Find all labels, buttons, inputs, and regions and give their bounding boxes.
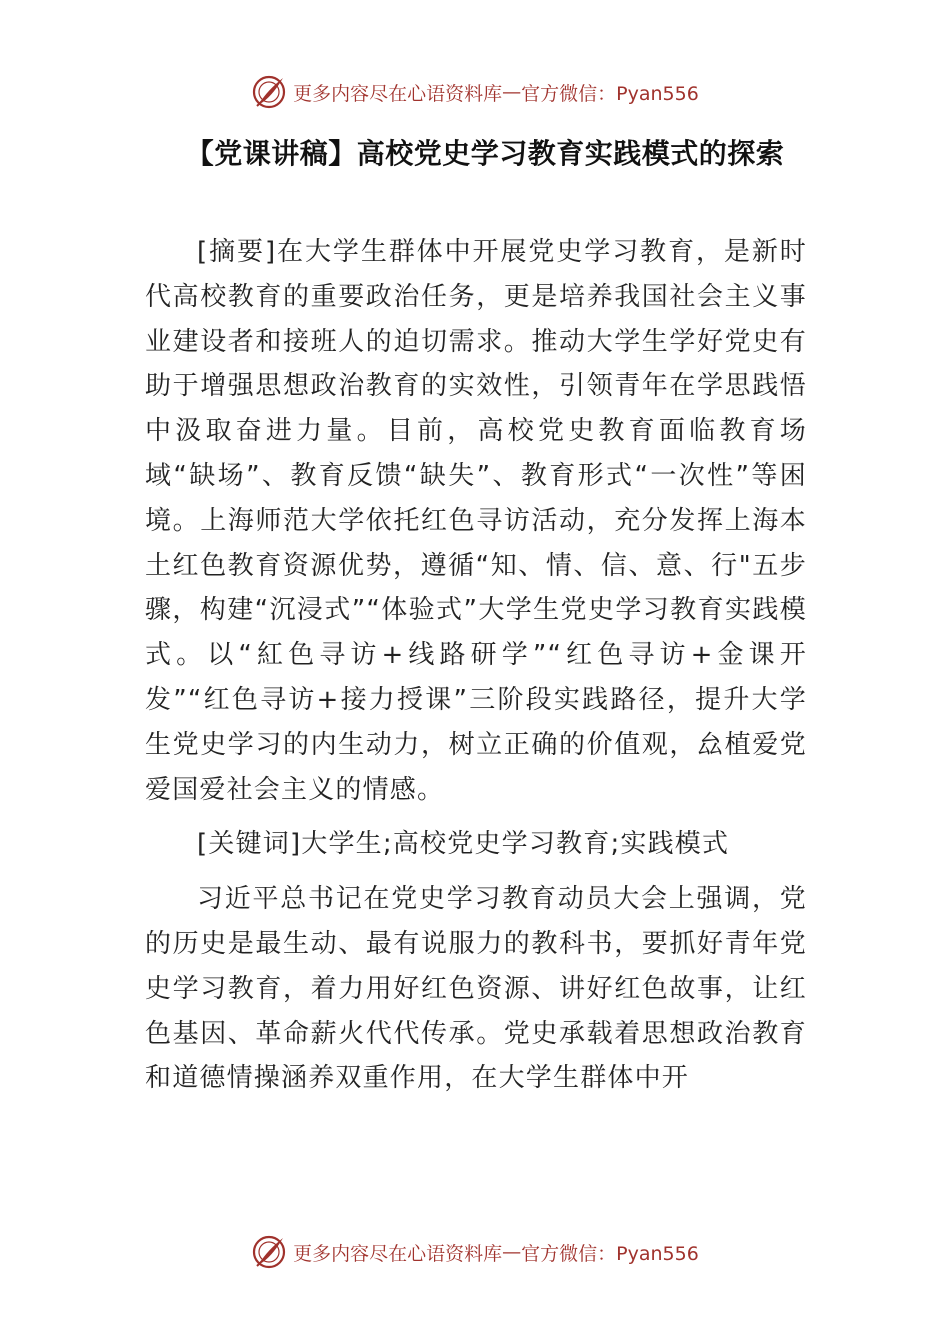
quill-pen-icon (251, 74, 287, 110)
keywords-paragraph: [关键词]大学生;高校党史学习教育;实践模式 (197, 829, 730, 860)
quill-pen-icon (251, 1234, 287, 1270)
footer-banner (0, 1232, 950, 1272)
banner-text: 更多内容尽在心语资料库 (293, 1242, 503, 1265)
abstract-paragraph: [摘要]在大学生群体中开展党史学习教育，是新时代高校教育的重要政治任务，更是培养我国社会主义事业建设者和接班人的迫切需求。推动大学生学好党史有助于增强思想政治教育的实效性，引领青年在学思践悟中汲取奋进力量。目前，高校党史教育面临教育场域“缺场”、教育反馈“缺失”、教育形式“一次性”等困境。上海师范大学依托红色寻访活动，充分发挥上海本土红色教育资源优势，遵循“知、情、信、意、行"五步骤，构建“沉浸式”“体验式”大学生党史学习教育实践模式。以“紅色寻访+线路研学”“红色寻访+金课开发”“红色寻访+接力授课”三阶段实践路径，提升大学生党史学习的内生动力，树立正确的价值观，厽植爱党爱国爱社会主义的情感。 (145, 237, 807, 805)
body-paragraph: 习近平总书记在党史学习教育动员大会上强调，党的历史是最生动、最有说服力的教科书，要抓好青年党史学习教育，着力用好红色资源、讲好红色故事，让红色基因、革命薪火代代传承。党史承载着思想政治教育和道德情操涵养双重作用，在大学生群体中开 (145, 884, 807, 1094)
document-body (145, 230, 807, 1111)
banner-separator: — (502, 1241, 522, 1263)
banner-separator: — (502, 81, 522, 103)
banner-contact: 官方微信：Pyan556 (521, 1242, 699, 1265)
banner-text: 更多内容尽在心语资料库 (293, 82, 503, 105)
header-banner (0, 72, 950, 112)
banner-contact: 官方微信：Pyan556 (521, 82, 699, 105)
document-title: 【党课讲稿】高校党史学习教育实践模式的探索 (185, 137, 785, 170)
